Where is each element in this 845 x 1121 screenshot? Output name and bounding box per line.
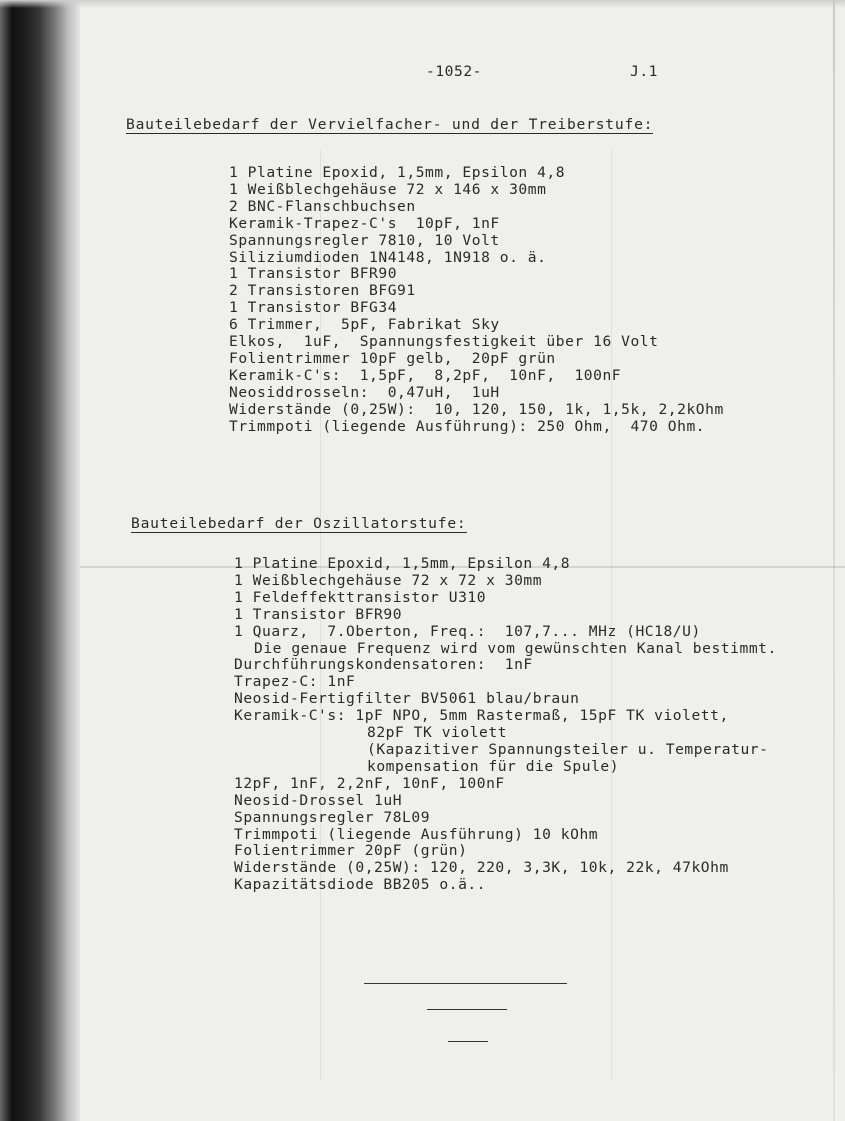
page-number: -1052-: [426, 63, 483, 80]
end-rule-long: [364, 983, 567, 984]
list-item: Neosid-Drossel 1uH: [234, 791, 403, 809]
list-item: Elkos, 1uF, Spannungsfestigkeit über 16 Volt: [229, 333, 659, 351]
list-item: Folientrimmer 10pF gelb, 20pF grün: [229, 349, 556, 367]
list-item-continuation: kompensation für die Spule): [367, 757, 620, 775]
list-item: 1 Transistor BFR90: [229, 265, 398, 283]
parts-list-oscillator: [234, 556, 777, 894]
list-item: Neosiddrosseln: 0,47uH, 1uH: [229, 383, 500, 401]
list-item: 6 Trimmer, 5pF, Fabrikat Sky: [229, 316, 500, 334]
list-item: 1 Weißblechgehäuse 72 x 146 x 30mm: [229, 180, 547, 198]
section-heading-multiplier-driver: Bauteilebedarf der Vervielfacher- und der Treiberstufe:: [126, 116, 654, 133]
list-item: Spannungsregler 7810, 10 Volt: [229, 231, 500, 249]
list-item: 1 Platine Epoxid, 1,5mm, Epsilon 4,8: [234, 555, 571, 572]
list-item: Keramik-Trapez-C's 10pF, 1nF: [229, 214, 500, 232]
list-item: Widerstände (0,25W): 120, 220, 3,3K, 10k, 22k, 47kOhm: [234, 859, 729, 877]
list-item: 1 Weißblechgehäuse 72 x 72 x 30mm: [234, 571, 543, 589]
list-item: Folientrimmer 20pF (grün): [234, 842, 468, 860]
parts-list-multiplier-driver: [229, 165, 724, 436]
section-heading-oscillator: Bauteilebedarf der Oszillatorstufe:: [131, 515, 467, 532]
list-item: Neosid-Fertigfilter BV5061 blau/braun: [234, 690, 580, 708]
scan-right-edge: [833, 0, 835, 1121]
list-item: Kapazitätsdiode BB205 o.ä..: [234, 876, 487, 894]
list-item: 1 Transistor BFR90: [234, 605, 403, 623]
end-rule-short: [448, 1041, 488, 1042]
list-item-continuation: (Kapazitiver Spannungsteiler u. Temperatur-: [367, 740, 769, 758]
list-item: Spannungsregler 78L09: [234, 808, 431, 826]
list-item-continuation: 82pF TK violett: [367, 724, 508, 742]
scan-dark-edge: [0, 0, 80, 1121]
end-rule-medium: [427, 1009, 507, 1010]
list-item: Keramik-C's: 1pF NPO, 5mm Rastermaß, 15pF TK violett,: [234, 707, 729, 725]
scan-top-shade: [0, 0, 845, 8]
list-item: Trapez-C: 1nF: [234, 673, 356, 691]
list-item-note: Die genaue Frequenz wird vom gewünschten Kanal bestimmt.: [254, 639, 777, 657]
list-item: Trimmpoti (liegende Ausführung): 250 Ohm, 470 Ohm.: [229, 417, 706, 435]
list-item: 2 BNC-Flanschbuchsen: [229, 197, 416, 215]
list-item: 1 Feldeffekttransistor U310: [234, 588, 487, 606]
list-item: Keramik-C's: 1,5pF, 8,2pF, 10nF, 100nF: [229, 366, 622, 384]
list-item: Durchführungskondensatoren: 1nF: [234, 656, 533, 674]
list-item: 2 Transistoren BFG91: [229, 282, 416, 300]
list-item: 1 Transistor BFG34: [229, 299, 398, 317]
list-item: Trimmpoti (liegende Ausführung) 10 kOhm: [234, 825, 599, 843]
list-item: Siliziumdioden 1N4148, 1N918 o. ä.: [229, 248, 547, 266]
page-reference: J.1: [630, 63, 659, 80]
list-item: 12pF, 1nF, 2,2nF, 10nF, 100nF: [234, 774, 505, 792]
list-item: 1 Quarz, 7.Oberton, Freq.: 107,7... MHz (HC18/U): [234, 622, 701, 640]
list-item: Widerstände (0,25W): 10, 120, 150, 1k, 1,5k, 2,2kOhm: [229, 400, 724, 418]
list-item: 1 Platine Epoxid, 1,5mm, Epsilon 4,8: [229, 164, 566, 181]
